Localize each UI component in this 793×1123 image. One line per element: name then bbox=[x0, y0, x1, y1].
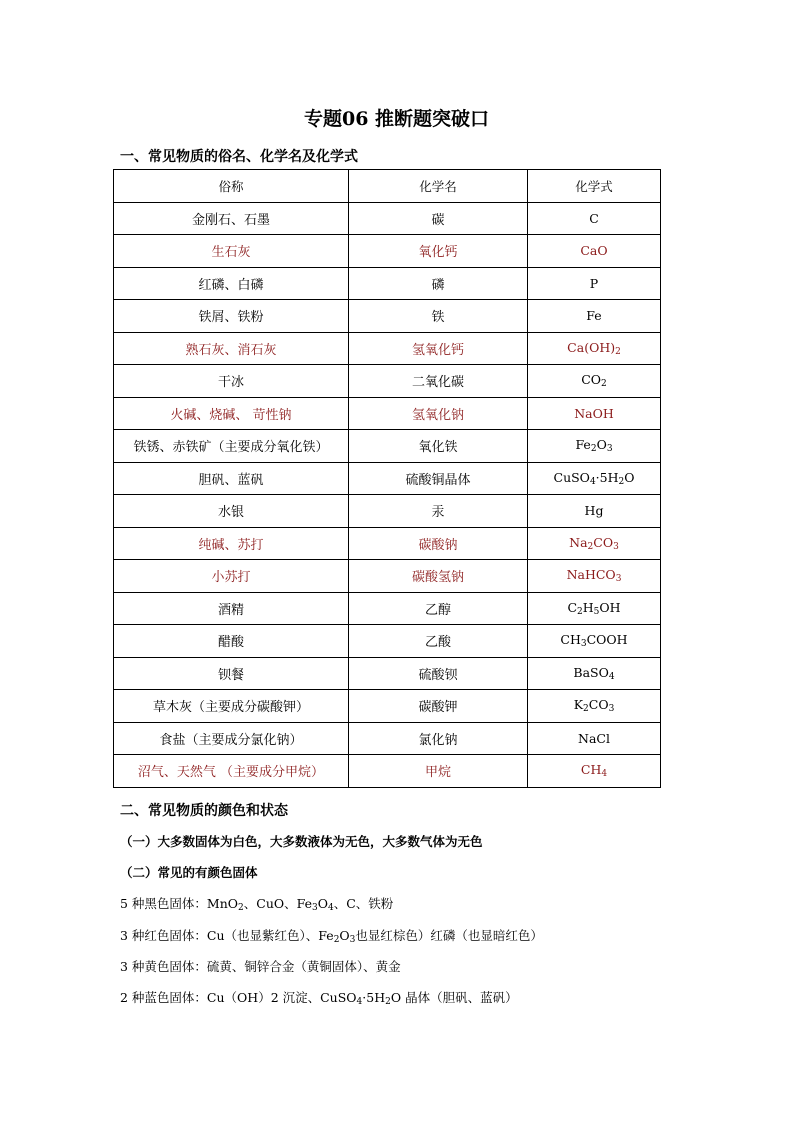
cell-chemical-name: 碳 bbox=[349, 202, 528, 235]
subscript: 3 bbox=[606, 444, 613, 455]
cell-chemical-name: 磷 bbox=[349, 267, 528, 300]
table-row bbox=[114, 560, 661, 593]
cell-common-name: 小苏打 bbox=[114, 560, 349, 593]
column-header-common-name: 俗称 bbox=[114, 170, 349, 203]
subscript: 3 bbox=[312, 903, 318, 913]
cell-formula bbox=[528, 755, 661, 788]
cell-formula bbox=[528, 592, 661, 625]
cell-formula bbox=[528, 300, 661, 333]
text-segment: P bbox=[589, 275, 599, 291]
text-segment: CO bbox=[593, 534, 614, 550]
cell-formula bbox=[528, 430, 661, 463]
text-segment: CH bbox=[560, 632, 581, 648]
cell-formula bbox=[528, 657, 661, 690]
subscript: 3 bbox=[613, 541, 619, 552]
text-segment: Fe bbox=[575, 437, 591, 453]
subscript: 2 bbox=[577, 606, 583, 617]
column-header-formula: 化学式 bbox=[528, 170, 661, 203]
cell-formula bbox=[528, 462, 661, 495]
substance-table bbox=[113, 169, 661, 788]
subscript: 4 bbox=[328, 903, 334, 913]
text-segment: Na bbox=[569, 534, 588, 550]
cell-chemical-name: 氯化钠 bbox=[349, 722, 528, 755]
text-segment: Hg bbox=[584, 503, 604, 519]
cell-chemical-name: 乙醇 bbox=[349, 592, 528, 625]
subscript: 2 bbox=[238, 903, 244, 913]
table-row bbox=[114, 430, 661, 463]
text-segment: CO bbox=[581, 372, 602, 388]
cell-formula bbox=[528, 397, 661, 430]
table-row bbox=[114, 300, 661, 333]
cell-common-name: 钡餐 bbox=[114, 657, 349, 690]
text-segment: 也显红棕色）红磷（也显暗红色） bbox=[355, 928, 543, 943]
cell-formula bbox=[528, 722, 661, 755]
text-segment: O 晶体（胆矾、蓝矾） bbox=[390, 990, 518, 1005]
cell-common-name: 红磷、白磷 bbox=[114, 267, 349, 300]
cell-common-name: 火碱、烧碱、 苛性钠 bbox=[114, 397, 349, 430]
section-heading-colors: 二、常见物质的颜色和状态 bbox=[120, 803, 288, 819]
cell-formula bbox=[528, 267, 661, 300]
text-segment: K bbox=[573, 697, 584, 713]
text-segment: 5 种黑色固体：MnO bbox=[120, 896, 239, 911]
cell-chemical-name: 碳酸钠 bbox=[349, 527, 528, 560]
cell-formula bbox=[528, 332, 661, 365]
cell-common-name: 酒精 bbox=[114, 592, 349, 625]
text-segment: CaO bbox=[580, 243, 608, 259]
subscript: 2 bbox=[590, 444, 597, 455]
text-segment: C bbox=[567, 599, 578, 615]
subscript: 2 bbox=[333, 935, 340, 945]
text-segment: NaOH bbox=[574, 405, 614, 421]
subscript: 2 bbox=[601, 379, 607, 390]
table-row bbox=[114, 690, 661, 723]
cell-common-name: 铁锈、赤铁矿（主要成分氧化铁） bbox=[114, 430, 349, 463]
subscript: 4 bbox=[601, 769, 608, 780]
text-segment: Fe bbox=[586, 308, 602, 324]
text-segment: C bbox=[589, 210, 599, 226]
text-segment: CuSO bbox=[553, 469, 590, 485]
table-row bbox=[114, 755, 661, 788]
cell-common-name: 草木灰（主要成分碳酸钾） bbox=[114, 690, 349, 723]
page-title: 专题06 推断题突破口 bbox=[303, 108, 490, 130]
table-row bbox=[114, 657, 661, 690]
table-row bbox=[114, 332, 661, 365]
color-line-black bbox=[120, 894, 393, 913]
table-row bbox=[114, 267, 661, 300]
text-segment: ·5H bbox=[362, 990, 386, 1005]
table-row bbox=[114, 722, 661, 755]
text-segment: ·5H bbox=[595, 469, 619, 485]
color-line-red bbox=[120, 926, 543, 945]
cell-common-name: 胆矾、蓝矾 bbox=[114, 462, 349, 495]
cell-formula bbox=[528, 202, 661, 235]
cell-formula bbox=[528, 690, 661, 723]
column-header-chemical-name: 化学名 bbox=[349, 170, 528, 203]
table-row bbox=[114, 462, 661, 495]
cell-chemical-name: 铁 bbox=[349, 300, 528, 333]
text-segment: Ca(OH) bbox=[567, 339, 616, 355]
cell-common-name: 水银 bbox=[114, 495, 349, 528]
cell-formula bbox=[528, 235, 661, 268]
cell-common-name: 生石灰 bbox=[114, 235, 349, 268]
cell-chemical-name: 氧化钙 bbox=[349, 235, 528, 268]
subscript: 3 bbox=[608, 704, 615, 715]
table-row bbox=[114, 527, 661, 560]
text-segment: 3 种红色固体：Cu（也显紫红色）、Fe bbox=[120, 928, 334, 943]
cell-chemical-name: 硫酸铜晶体 bbox=[349, 462, 528, 495]
cell-chemical-name: 汞 bbox=[349, 495, 528, 528]
cell-formula bbox=[528, 625, 661, 658]
cell-chemical-name: 硫酸钡 bbox=[349, 657, 528, 690]
text-segment: O bbox=[317, 896, 328, 911]
cell-chemical-name: 二氧化碳 bbox=[349, 365, 528, 398]
subscript: 2 bbox=[587, 541, 594, 552]
text-segment: CO bbox=[588, 697, 609, 713]
subscript: 5 bbox=[593, 606, 600, 617]
cell-chemical-name: 碳酸钾 bbox=[349, 690, 528, 723]
text-segment: 、CuO、Fe bbox=[243, 896, 313, 911]
text-segment: CH bbox=[580, 762, 602, 778]
section-heading-names: 一、常见物质的俗名、化学名及化学式 bbox=[120, 149, 358, 165]
cell-formula bbox=[528, 365, 661, 398]
text-segment: NaCl bbox=[578, 730, 610, 746]
table-row bbox=[114, 495, 661, 528]
subscript: 2 bbox=[583, 704, 589, 715]
subscript: 4 bbox=[356, 997, 363, 1007]
subscript: 4 bbox=[589, 476, 596, 487]
text-segment: 3 种黄色固体：硫黄、铜锌合金（黄铜固体）、黄金 bbox=[120, 959, 401, 974]
subheading-general-colors: （一）大多数固体为白色，大多数液体为无色，大多数气体为无色 bbox=[120, 834, 483, 849]
text-segment: O bbox=[596, 437, 607, 453]
subscript: 2 bbox=[618, 476, 625, 487]
table-row bbox=[114, 202, 661, 235]
cell-common-name: 沼气、天然气 （主要成分甲烷） bbox=[114, 755, 349, 788]
cell-chemical-name: 甲烷 bbox=[349, 755, 528, 788]
subscript: 3 bbox=[580, 639, 587, 650]
subscript: 3 bbox=[615, 574, 622, 585]
text-segment: H bbox=[582, 599, 594, 615]
cell-common-name: 醋酸 bbox=[114, 625, 349, 658]
cell-common-name: 金刚石、石墨 bbox=[114, 202, 349, 235]
cell-common-name: 食盐（主要成分氯化钠） bbox=[114, 722, 349, 755]
table-row bbox=[114, 365, 661, 398]
cell-common-name: 熟石灰、消石灰 bbox=[114, 332, 349, 365]
text-segment: 、C、铁粉 bbox=[333, 896, 394, 911]
text-segment: 2 种蓝色固体：Cu（OH）2 沉淀、CuSO bbox=[120, 990, 357, 1005]
text-segment: BaSO bbox=[573, 664, 609, 680]
cell-chemical-name: 氧化铁 bbox=[349, 430, 528, 463]
table-row bbox=[114, 625, 661, 658]
cell-formula bbox=[528, 527, 661, 560]
cell-formula bbox=[528, 560, 661, 593]
color-line-yellow bbox=[120, 957, 401, 975]
cell-chemical-name: 氢氧化钙 bbox=[349, 332, 528, 365]
subscript: 4 bbox=[608, 671, 615, 682]
cell-common-name: 干冰 bbox=[114, 365, 349, 398]
cell-chemical-name: 氢氧化钠 bbox=[349, 397, 528, 430]
color-line-blue bbox=[120, 988, 518, 1007]
cell-formula bbox=[528, 495, 661, 528]
table-header-row bbox=[114, 170, 661, 203]
subscript: 2 bbox=[385, 997, 391, 1007]
table-row bbox=[114, 397, 661, 430]
table-row bbox=[114, 592, 661, 625]
subheading-colored-solids: （二）常见的有颜色固体 bbox=[120, 865, 258, 880]
text-segment: O bbox=[339, 928, 350, 943]
subscript: 3 bbox=[349, 935, 356, 945]
cell-common-name: 纯碱、苏打 bbox=[114, 527, 349, 560]
text-segment: NaHCO bbox=[566, 567, 616, 583]
text-segment: O bbox=[624, 469, 635, 485]
subscript: 2 bbox=[615, 346, 621, 357]
text-segment: COOH bbox=[586, 632, 628, 648]
text-segment: OH bbox=[599, 599, 621, 615]
cell-common-name: 铁屑、铁粉 bbox=[114, 300, 349, 333]
table-row bbox=[114, 235, 661, 268]
cell-chemical-name: 碳酸氢钠 bbox=[349, 560, 528, 593]
cell-chemical-name: 乙酸 bbox=[349, 625, 528, 658]
